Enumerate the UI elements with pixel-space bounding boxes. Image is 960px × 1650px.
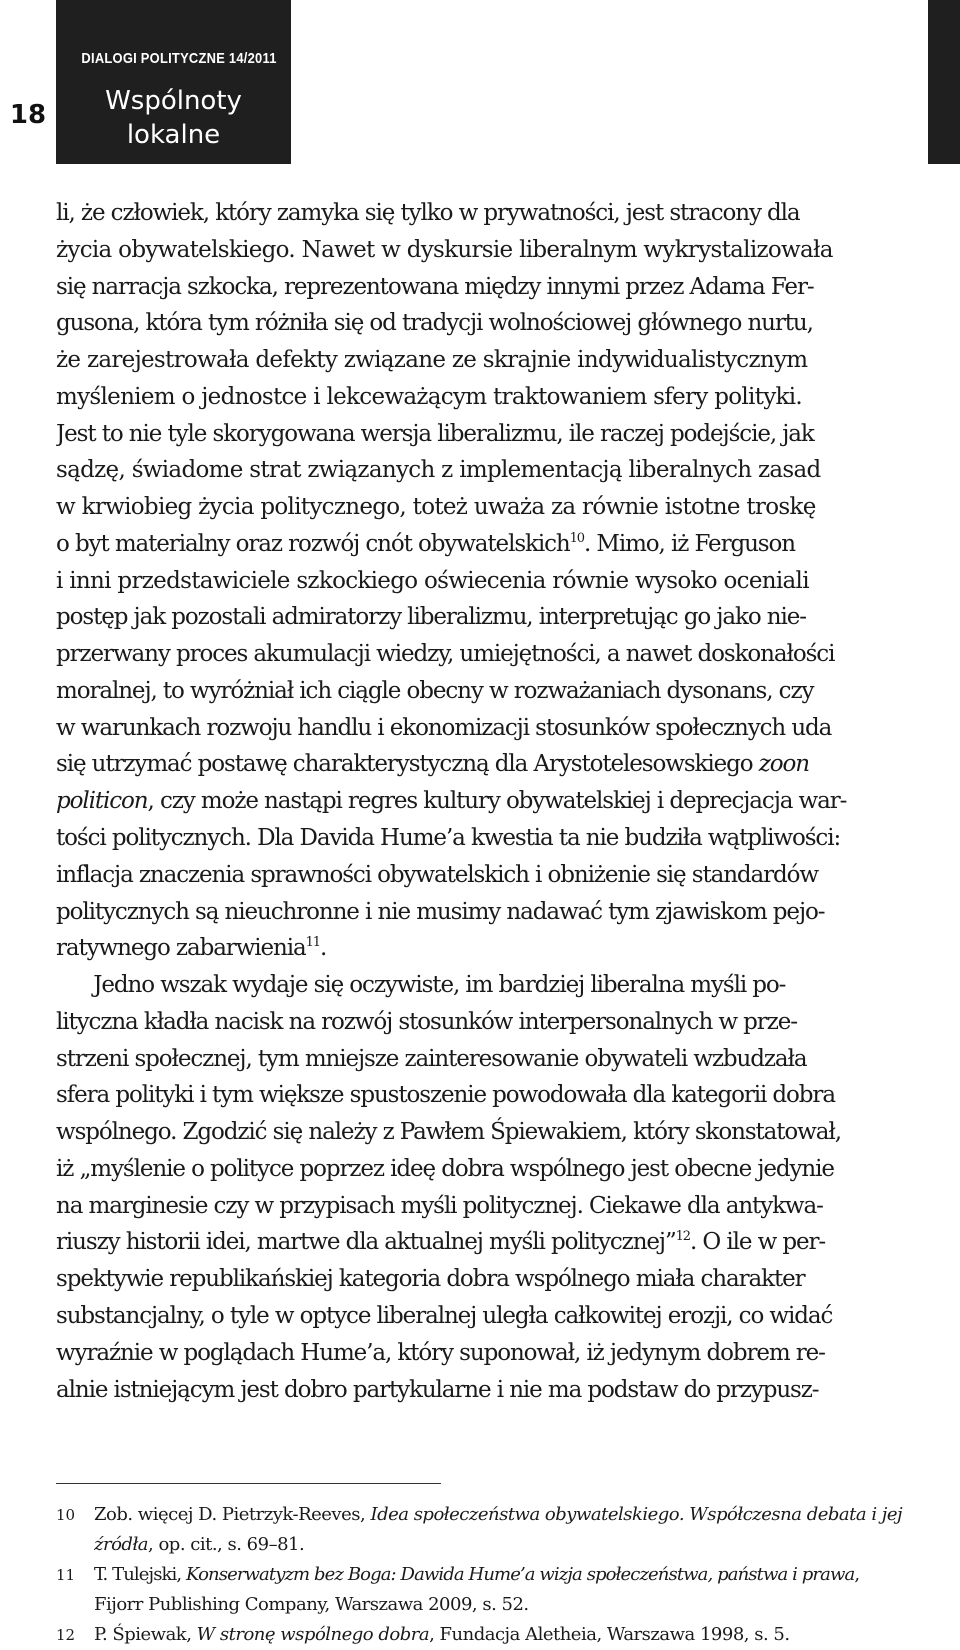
footnote-line: P. Śpiewak, W stronę wspólnego dobra, Fundacja Aletheia, Warszawa 1998, s. 5. [94,1624,790,1645]
main-text [56,195,960,1408]
running-header [56,0,291,164]
footnote-line: Zob. więcej D. Pietrzyk-Reeves, Idea społeczeństwa obywatelskiego. Współczesna debata i jej [94,1504,903,1525]
text-line: riuszy historii idei, martwe dla aktualnej myśli politycznej”$^{12}$. O ile w per- [56,1229,826,1256]
footnote-12 [56,1620,960,1650]
text-line: się utrzymać postawę charakterystyczną dla Arystotelesowskiego zoon [56,751,809,778]
page-number: 18 [9,100,47,130]
section-title-line-1: Wspólnoty [105,86,242,116]
text-line: inflacja znaczenia sprawności obywatelskich i obniżenie się standardów [56,861,819,888]
text-line: sfera polityki i tym większe spustoszenie powodowała dla kategorii dobra [56,1082,835,1109]
text-line: strzeni społecznej, tym mniejsze zainteresowanie obywateli wzbudzała [56,1045,807,1072]
text-line: w warunkach rozwoju handlu i ekonomizacji stosunków społecznych uda [56,714,832,741]
footnote-separator [56,1483,441,1484]
text-line: się narracja szkocka, reprezentowana między innymi przez Adama Fer- [56,273,814,300]
text-line: Jedno wszak wydaje się oczywiste, im bardziej liberalna myśli po- [56,972,786,999]
text-line: politycznych są nieuchronne i nie musimy nadawać tym zjawiskom pejo- [56,898,825,925]
footnote-ref: 11 [305,935,320,951]
section-title [56,84,291,152]
text-line: Jest to nie tyle skorygowana wersja liberalizmu, ile raczej podejście, jak [56,420,814,447]
text-line: iż „myślenie o polityce poprzez ideę dobra wspólnego jest obecne jedynie [56,1155,834,1182]
footnote-10 [56,1500,960,1560]
text-line: życia obywatelskiego. Nawet w dyskursie liberalnym wykrystalizowała [56,236,833,263]
text-line: alnie istniejącym jest dobro partykularne i nie ma podstaw do przypusz- [56,1376,819,1403]
text-line: substancjalny, o tyle w optyce liberalnej uległa całkowitej erozji, co widać [56,1302,833,1329]
footnotes [56,1500,960,1650]
footnote-number: 11 [56,1566,76,1584]
footnote-number: 10 [56,1506,76,1524]
text-line: że zarejestrowała defekty związane ze skrajnie indywidualistycznym [56,347,808,374]
footnote-line: T. Tulejski, Konserwatyzm bez Boga: Dawida Hume’a wizja społeczeństwa, państwa i prawa, [94,1564,860,1585]
footnote-ref: 12 [675,1229,690,1245]
text-line: ratywnego zabarwienia$^{11}$. [56,935,327,962]
text-line: i inni przedstawiciele szkockiego oświecenia równie wysoko oceniali [56,567,809,594]
text-line: w krwiobieg życia politycznego, toteż uważa za równie istotne troskę [56,494,816,521]
section-title-line-2: lokalne [126,120,221,150]
text-line: spektywie republikańskiej kategoria dobra wspólnego miała charakter [56,1266,805,1293]
text-line: li, że człowiek, który zamyka się tylko w prywatności, jest stracony dla [56,200,800,226]
footnote-ref: 10 [569,530,584,546]
text-line: wyraźnie w poglądach Hume’a, który suponował, iż jedynym dobrem re- [56,1339,825,1366]
text-line: przerwany proces akumulacji wiedzy, umiejętności, a nawet doskonałości [56,641,835,668]
text-line: wspólnego. Zgodzić się należy z Pawłem Śpiewakiem, który skonstatował, [56,1119,841,1146]
text-line: moralnej, to wyróżniał ich ciągle obecny w rozważaniach dysonans, czy [56,677,814,704]
text-line: sądzę, świadome strat związanych z implementacją liberalnych zasad [56,457,821,484]
footnote-number: 12 [56,1626,76,1644]
text-line: myśleniem o jednostce i lekceważącym traktowaniem sfery polityki. [56,383,803,410]
journal-title: DIALOGI POLITYCZNE 14/2011 [81,50,277,67]
footnote-line: źródła, op. cit., s. 69–81. [94,1534,305,1555]
text-line: postęp jak pozostali admiratorzy liberalizmu, interpretując go jako nie- [56,604,806,631]
text-line: gusona, która tym różniła się od tradycji wolnościowej głównego nurtu, [56,310,813,337]
text-line: o byt materialny oraz rozwój cnót obywatelskich$^{10}$. Mimo, iż Ferguson [56,530,795,557]
text-line: tości politycznych. Dla Davida Hume’a kwestia ta nie budziła wątpliwości: [56,825,841,852]
footnote-11 [56,1560,960,1620]
edge-tab [928,0,960,164]
text-line: politicon, czy może nastąpi regres kultury obywatelskiej i deprecjacja war- [56,788,847,815]
footnote-line: Fijorr Publishing Company, Warszawa 2009, s. 52. [94,1594,529,1615]
text-line: na marginesie czy w przypisach myśli politycznej. Ciekawe dla antykwa- [56,1192,823,1219]
text-line: lityczna kładła nacisk na rozwój stosunków interpersonalnych w prze- [56,1008,797,1035]
